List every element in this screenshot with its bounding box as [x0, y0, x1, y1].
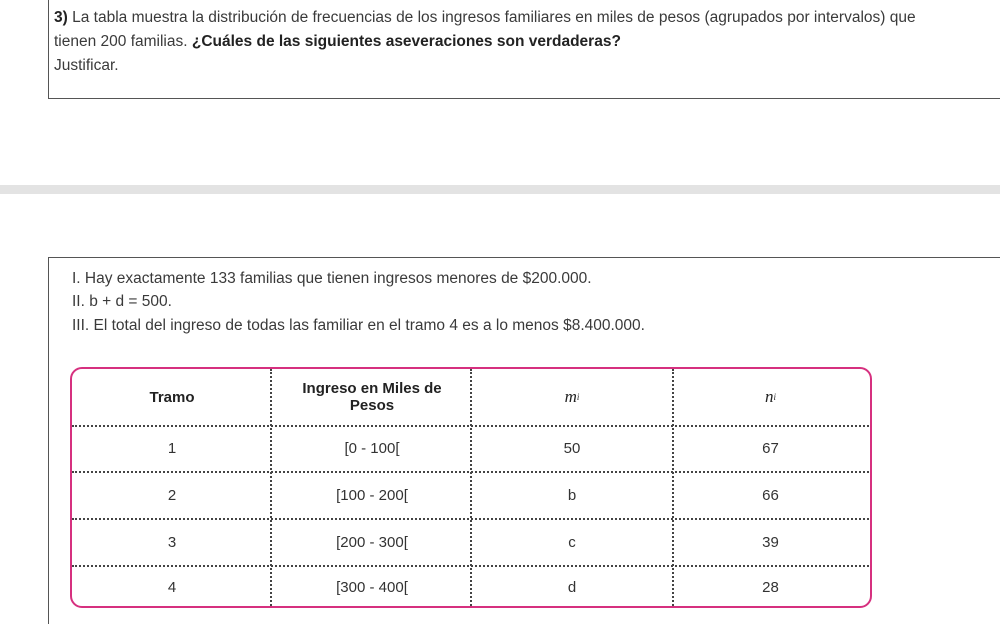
row-1-ni: 67 [762, 440, 779, 457]
column-divider [672, 369, 674, 608]
header-mi-sub: i [576, 392, 580, 402]
row-1-mi: 50 [563, 440, 581, 457]
statement-2: II. b + d = 500. [72, 293, 172, 310]
header-ni-var: n [764, 387, 774, 406]
section-divider [0, 185, 1000, 194]
row-4-tramo: 4 [167, 578, 177, 596]
question-text [54, 6, 924, 78]
statement-1: I. Hay exactamente 133 familias que tienen ingresos menores de $200.000. [72, 270, 592, 287]
header-ni [672, 369, 869, 425]
row-3-ni: 39 [762, 533, 779, 551]
row-3-tramo: 3 [167, 533, 177, 551]
header-ingreso: Ingreso en Miles de Pesos [302, 380, 442, 414]
row-2-mi: b [567, 486, 577, 504]
column-divider [270, 369, 272, 608]
row-2-tramo: 2 [167, 486, 177, 504]
row-1-tramo: 1 [167, 440, 177, 457]
header-ni-sub: i [773, 392, 776, 402]
question-body: La tabla muestra la distribución de frecuencias de los ingresos familiares en miles de pesos (agrupados por intervalos) que tienen 200 familias. [54, 9, 916, 50]
row-3-mi: c [568, 533, 576, 551]
row-3-interval: [200 - 300[ [336, 533, 408, 551]
frequency-table [70, 367, 872, 608]
row-4-ni: 28 [762, 578, 779, 596]
row-4-interval: [300 - 400[ [336, 578, 408, 596]
question-justify: Justificar. [54, 57, 119, 74]
statement-3: III. El total del ingreso de todas las familiar en el tramo 4 es a lo menos $8.400.000. [72, 317, 645, 334]
row-4-mi: d [567, 578, 577, 596]
row-2-interval: [100 - 200[ [336, 486, 408, 504]
header-mi [472, 369, 672, 425]
row-2-ni: 66 [762, 486, 779, 504]
question-ask: ¿Cuáles de las siguientes aseveraciones son verdaderas? [191, 33, 621, 50]
column-divider [470, 369, 472, 608]
row-1-interval: [0 - 100[ [344, 440, 400, 457]
header-tramo: Tramo [149, 388, 195, 406]
header-mi-var: m [564, 387, 577, 406]
question-number: 3) [54, 9, 68, 26]
